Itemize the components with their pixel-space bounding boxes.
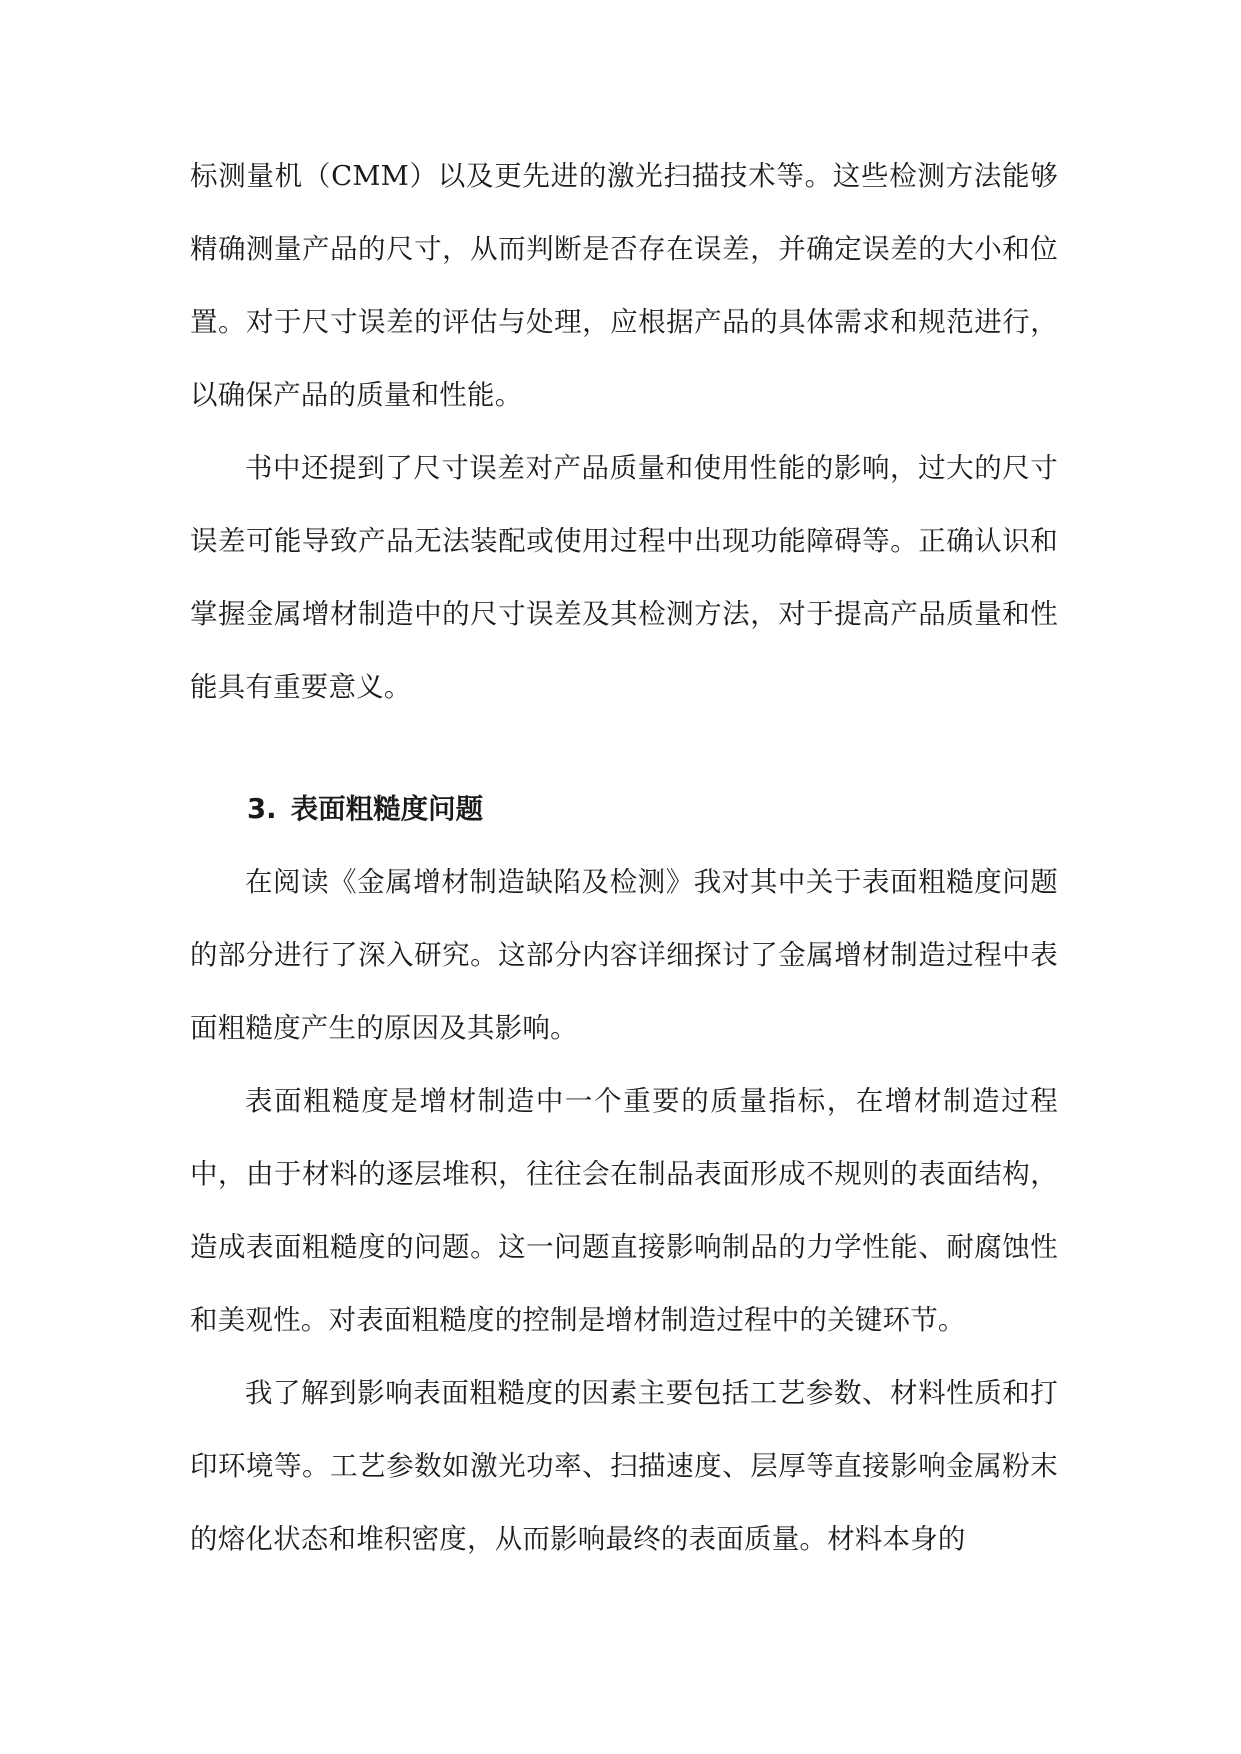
document-body [190,140,1058,1576]
section-heading [190,773,1058,846]
section-number: 3. [247,793,277,825]
body-paragraph: 我了解到影响表面粗糙度的因素主要包括工艺参数、材料性质和打印环境等。工艺参数如激光功率、扫描速度、层厚等直接影响金属粉末的熔化状态和堆积密度，从而影响最终的表面质量。材料本身的 [190,1377,1058,1555]
body-paragraph: 表面粗糙度是增材制造中一个重要的质量指标，在增材制造过程中，由于材料的逐层堆积，往往会在制品表面形成不规则的表面结构，造成表面粗糙度的问题。这一问题直接影响制品的力学性能、耐腐蚀性和美观性。对表面粗糙度的控制是增材制造过程中的关键环节。 [190,1085,1058,1336]
body-paragraph-continued: 标测量机（CMM）以及更先进的激光扫描技术等。这些检测方法能够精确测量产品的尺寸，从而判断是否存在误差，并确定误差的大小和位置。对于尺寸误差的评估与处理，应根据产品的具体需求和规范进行，以确保产品的质量和性能。 [190,160,1058,411]
section-title: 表面粗糙度问题 [290,793,484,825]
body-paragraph: 在阅读《金属增材制造缺陷及检测》我对其中关于表面粗糙度问题的部分进行了深入研究。这部分内容详细探讨了金属增材制造过程中表面粗糙度产生的原因及其影响。 [190,866,1058,1044]
body-paragraph: 书中还提到了尺寸误差对产品质量和使用性能的影响，过大的尺寸误差可能导致产品无法装配或使用过程中出现功能障碍等。正确认识和掌握金属增材制造中的尺寸误差及其检测方法，对于提高产品质量和性能具有重要意义。 [190,452,1058,703]
